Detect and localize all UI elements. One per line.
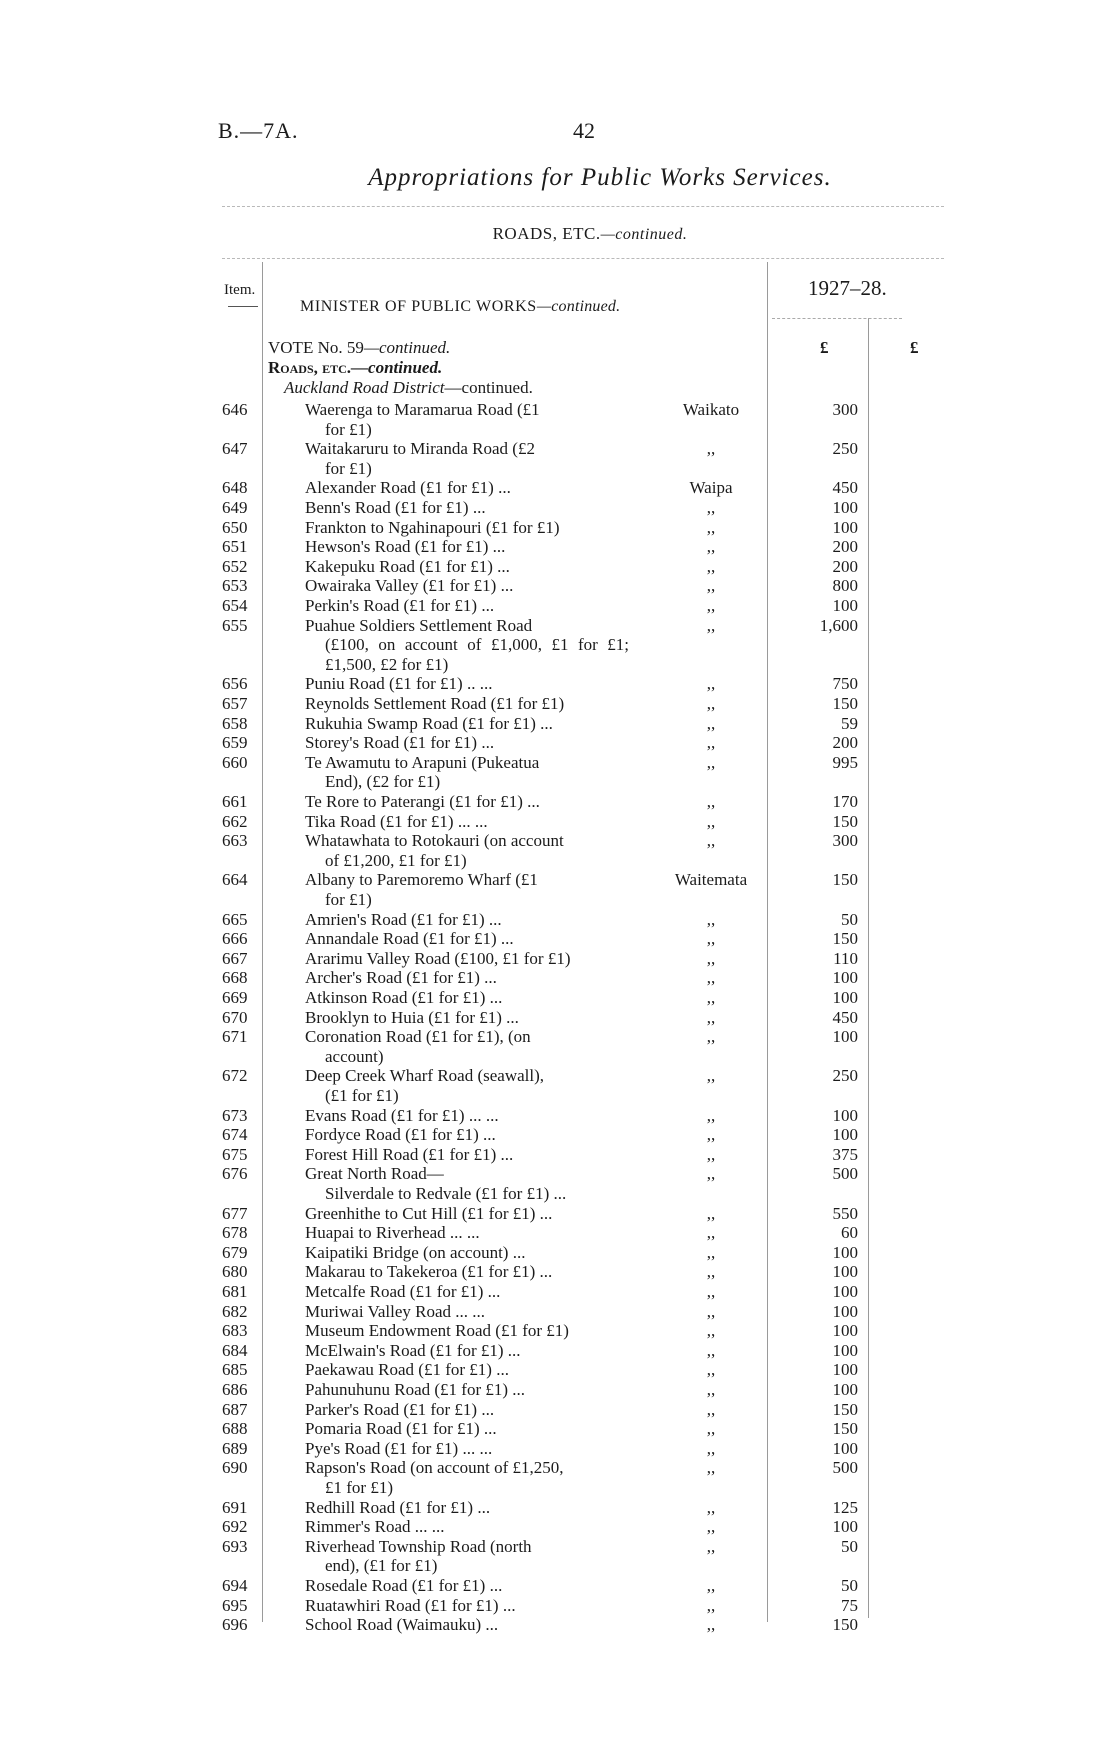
electoral-district: ,, — [706, 1380, 716, 1399]
electoral-district: Waikato — [682, 400, 740, 419]
item-description-text: Paekawau Road (£1 for £1) ... — [305, 1360, 509, 1380]
electoral-district: ,, — [706, 1458, 716, 1478]
item-description-text: Rukuhia Swamp Road (£1 for £1) ... — [305, 713, 553, 733]
item-description-text: Puahue Soldiers Settlement Road — [305, 615, 533, 635]
item-number: 688 — [222, 1419, 248, 1439]
item-description-text: Deep Creek Wharf Road (seawall), — [305, 1066, 544, 1086]
item-number: 656 — [222, 674, 248, 694]
item-description — [305, 1027, 629, 1066]
item-description-text: Waitakaruru to Miranda Road (£2 — [305, 439, 535, 459]
item-description-continuation: £1 for £1) — [325, 1477, 393, 1497]
amount: 200 — [832, 733, 858, 753]
item-description — [305, 1321, 629, 1341]
item-description — [305, 1596, 629, 1616]
amount: 150 — [832, 1615, 858, 1635]
amount: 100 — [832, 1517, 858, 1537]
item-description-text: Metcalfe Road (£1 for £1) ... — [305, 1282, 501, 1301]
minister-heading-continued: —continued. — [536, 298, 621, 315]
amount: 50 — [841, 1536, 858, 1556]
district-column-rule — [767, 262, 768, 1622]
item-description-text: Brooklyn to Huia (£1 for £1) ... — [305, 1007, 519, 1027]
item-description-text: Redhill Road (£1 for £1) ... — [305, 1497, 491, 1517]
section-title-text: ROADS, ETC. — [492, 224, 601, 243]
item-number: 665 — [222, 909, 248, 929]
electoral-district: ,, — [706, 1536, 716, 1556]
item-number: 696 — [222, 1615, 248, 1635]
item-description-text: Hewson's Road (£1 for £1) ... — [305, 537, 506, 557]
item-description-text: Kakepuku Road (£1 for £1) ... — [305, 556, 510, 576]
electoral-district: ,, — [706, 1125, 716, 1145]
item-description — [305, 1419, 629, 1439]
item-number: 650 — [222, 517, 248, 537]
amount: 150 — [832, 811, 858, 831]
item-description-text: Pahunuhunu Road (£1 for £1) ... — [305, 1380, 526, 1399]
amount: 125 — [832, 1497, 858, 1517]
item-description — [305, 557, 629, 577]
roads-subhead — [268, 358, 442, 378]
electoral-district: ,, — [706, 1595, 716, 1615]
item-description — [305, 1164, 629, 1203]
item-description — [305, 988, 629, 1008]
amount: 100 — [832, 1242, 858, 1262]
item-description — [305, 1204, 629, 1224]
amount: 500 — [832, 1164, 858, 1184]
item-number: 648 — [222, 478, 248, 498]
electoral-district: ,, — [706, 1517, 716, 1537]
electoral-district: ,, — [706, 1340, 716, 1360]
electoral-district: ,, — [706, 1223, 716, 1243]
item-description — [305, 1517, 629, 1537]
item-description — [305, 949, 629, 969]
amount: 450 — [832, 478, 858, 498]
item-number: 670 — [222, 1007, 248, 1027]
amount: 100 — [832, 596, 858, 615]
item-number: 661 — [222, 792, 248, 811]
item-description-text: Alexander Road (£1 for £1) ... — [305, 478, 511, 498]
item-description — [305, 733, 629, 753]
item-description — [305, 1537, 629, 1576]
item-number: 651 — [222, 537, 248, 557]
section-title-continued: —continued. — [600, 226, 688, 243]
item-description-text: Fordyce Road (£1 for £1) ... — [305, 1125, 496, 1145]
item-description — [305, 439, 629, 478]
item-description — [305, 968, 629, 988]
item-description — [305, 1615, 629, 1635]
item-description-continuation: for £1) — [325, 458, 372, 478]
item-description-text: Museum Endowment Road (£1 for £1) — [305, 1321, 569, 1341]
item-number: 674 — [222, 1125, 248, 1145]
amount: 100 — [832, 498, 858, 517]
item-description — [305, 910, 629, 930]
item-number: 671 — [222, 1027, 248, 1047]
item-number: 657 — [222, 694, 248, 713]
item-number: 677 — [222, 1203, 248, 1223]
electoral-district: ,, — [706, 498, 716, 517]
item-description-continuation: end), (£1 for £1) — [325, 1556, 438, 1576]
amount: 250 — [832, 439, 858, 459]
roads-label: Roads, etc. — [268, 358, 352, 377]
item-description — [305, 576, 629, 596]
electoral-district: ,, — [706, 988, 716, 1007]
amount: 1,600 — [819, 615, 858, 635]
vote-label: VOTE No. 59 — [268, 338, 364, 357]
amount: 100 — [832, 968, 858, 988]
item-number: 658 — [222, 713, 248, 733]
item-description — [305, 1066, 629, 1105]
item-description-text: Storey's Road (£1 for £1) ... — [305, 733, 495, 753]
amount: 250 — [832, 1066, 858, 1086]
item-number: 646 — [222, 400, 248, 419]
item-column-rule — [262, 262, 263, 1622]
amount: 100 — [832, 1262, 858, 1282]
item-description-text: McElwain's Road (£1 for £1) ... — [305, 1340, 521, 1360]
item-description — [305, 1360, 629, 1380]
vote-continued: —continued. — [363, 338, 451, 357]
item-number: 662 — [222, 811, 248, 831]
item-description — [305, 674, 629, 694]
amount: 150 — [832, 929, 858, 949]
electoral-district: ,, — [706, 674, 716, 694]
item-description — [305, 714, 629, 734]
item-description — [305, 400, 629, 439]
electoral-district: ,, — [706, 792, 716, 811]
amount: 100 — [832, 517, 858, 537]
amount: 150 — [832, 1419, 858, 1439]
amount: 170 — [832, 792, 858, 811]
item-number: 676 — [222, 1164, 248, 1184]
roads-continued: —continued. — [351, 358, 443, 377]
electoral-district: ,, — [706, 615, 716, 635]
electoral-district: ,, — [706, 948, 716, 968]
item-number: 667 — [222, 948, 248, 968]
item-number: 679 — [222, 1242, 248, 1262]
amount: 100 — [832, 1380, 858, 1399]
electoral-district: ,, — [706, 1242, 716, 1262]
amount: 500 — [832, 1458, 858, 1478]
electoral-district: ,, — [706, 752, 716, 772]
electoral-district: ,, — [706, 1576, 716, 1595]
electoral-district: ,, — [706, 1164, 716, 1184]
item-description — [305, 537, 629, 557]
amount: 50 — [841, 1576, 858, 1595]
electoral-district: ,, — [706, 1203, 716, 1223]
item-description-text: Archer's Road (£1 for £1) ... — [305, 968, 497, 988]
item-description-text: Rapson's Road (on account of £1,250, — [305, 1458, 564, 1478]
item-number: 672 — [222, 1066, 248, 1086]
electoral-district: ,, — [706, 1144, 716, 1164]
amount: 100 — [832, 1105, 858, 1125]
item-number: 692 — [222, 1517, 248, 1537]
electoral-district: ,, — [706, 929, 716, 949]
amount: 75 — [841, 1595, 858, 1615]
electoral-district: ,, — [706, 1105, 716, 1125]
item-description — [305, 616, 629, 675]
item-description-text: Parker's Road (£1 for £1) ... — [305, 1399, 495, 1419]
item-description-text: Kaipatiki Bridge (on account) ... — [305, 1242, 526, 1262]
amount: 100 — [832, 1340, 858, 1360]
item-description-text: Ararimu Valley Road (£100, £1 for £1) — [305, 948, 571, 968]
item-number: 669 — [222, 988, 248, 1007]
electoral-district: ,, — [706, 517, 716, 537]
electoral-district: ,, — [706, 733, 716, 753]
item-description-text: Te Rore to Paterangi (£1 for £1) ... — [305, 792, 540, 811]
amount: 375 — [832, 1144, 858, 1164]
item-description — [305, 1262, 629, 1282]
electoral-district: ,, — [706, 1360, 716, 1380]
amount: 100 — [832, 988, 858, 1007]
amount: 450 — [832, 1007, 858, 1027]
item-description-text: Ruatawhiri Road (£1 for £1) ... — [305, 1595, 516, 1615]
pound-header-b: £ — [910, 338, 919, 357]
amount: 150 — [832, 1399, 858, 1419]
item-header-dash — [228, 306, 258, 307]
electoral-district: ,, — [706, 1027, 716, 1047]
amount: 100 — [832, 1027, 858, 1047]
item-number: 655 — [222, 615, 248, 635]
item-description-text: Puniu Road (£1 for £1) .. ... — [305, 674, 493, 694]
item-description — [305, 596, 629, 616]
amount: 100 — [832, 1360, 858, 1380]
item-number: 689 — [222, 1438, 248, 1458]
item-description — [305, 1243, 629, 1263]
item-description-text: Te Awamutu to Arapuni (Pukeatua — [305, 752, 540, 772]
electoral-district: ,, — [706, 1007, 716, 1027]
item-number: 675 — [222, 1144, 248, 1164]
district-continued: —continued. — [444, 378, 533, 397]
electoral-district: ,, — [706, 537, 716, 557]
vote-subhead — [268, 338, 450, 358]
item-description-text: Makarau to Takekeroa (£1 for £1) ... — [305, 1262, 553, 1282]
item-description-continuation: account) — [325, 1046, 384, 1066]
item-description-text: Rosedale Road (£1 for £1) ... — [305, 1576, 503, 1595]
page-title: Appropriations for Public Works Services. — [368, 164, 832, 191]
electoral-district: ,, — [706, 909, 716, 929]
item-number: 659 — [222, 733, 248, 753]
electoral-district: ,, — [706, 1419, 716, 1439]
item-description — [305, 831, 629, 870]
item-description — [305, 498, 629, 518]
item-description-text: Coronation Road (£1 for £1), (on — [305, 1027, 531, 1047]
amount: 150 — [832, 694, 858, 713]
item-description — [305, 870, 629, 909]
item-description — [305, 753, 629, 792]
amount: 300 — [832, 400, 858, 419]
item-description-text: Annandale Road (£1 for £1) ... — [305, 929, 514, 949]
amount-column-rule — [868, 318, 869, 1618]
year-header-rule — [772, 318, 902, 319]
electoral-district: ,, — [706, 1066, 716, 1086]
item-number: 682 — [222, 1301, 248, 1321]
item-number: 663 — [222, 831, 248, 851]
amount: 800 — [832, 576, 858, 596]
item-number: 690 — [222, 1458, 248, 1478]
electoral-district: ,, — [706, 1321, 716, 1341]
item-number: 673 — [222, 1105, 248, 1125]
item-number: 686 — [222, 1380, 248, 1399]
item-number: 695 — [222, 1595, 248, 1615]
item-description — [305, 1125, 629, 1145]
item-description — [305, 1106, 629, 1126]
minister-heading-text: MINISTER OF PUBLIC WORKS — [300, 298, 537, 315]
item-description — [305, 1380, 629, 1400]
item-description-continuation: (£100, on account of £1,000, £1 for £1; £1,500, £2 for £1) — [325, 635, 629, 674]
item-number: 666 — [222, 929, 248, 949]
item-number: 668 — [222, 968, 248, 988]
electoral-district: ,, — [706, 576, 716, 596]
electoral-district: ,, — [706, 1399, 716, 1419]
item-description-text: Albany to Paremoremo Wharf (£1 — [305, 870, 538, 890]
amount: 200 — [832, 556, 858, 576]
item-number: 654 — [222, 596, 248, 615]
item-description-continuation: for £1) — [325, 889, 372, 909]
item-description-text: Muriwai Valley Road ... ... — [305, 1301, 486, 1321]
item-description — [305, 1458, 629, 1497]
item-number: 691 — [222, 1497, 248, 1517]
item-number: 660 — [222, 752, 248, 772]
document-reference: B.—7A. — [218, 118, 299, 143]
item-number: 652 — [222, 556, 248, 576]
amount: 750 — [832, 674, 858, 694]
electoral-district: ,, — [706, 1615, 716, 1635]
electoral-district: ,, — [706, 1282, 716, 1301]
item-number: 684 — [222, 1340, 248, 1360]
electoral-district: ,, — [706, 1438, 716, 1458]
item-description-text: Pye's Road (£1 for £1) ... ... — [305, 1438, 493, 1458]
electoral-district: Waipa — [689, 478, 733, 498]
item-description-text: School Road (Waimauku) ... — [305, 1615, 499, 1635]
item-description-text: Perkin's Road (£1 for £1) ... — [305, 596, 495, 615]
amount: 100 — [832, 1321, 858, 1341]
item-description — [305, 1223, 629, 1243]
item-number: 693 — [222, 1536, 248, 1556]
electoral-district: ,, — [706, 1262, 716, 1282]
item-description-text: Huapai to Riverhead ... ... — [305, 1223, 480, 1243]
year-column-header: 1927–28. — [808, 276, 887, 300]
electoral-district: ,, — [706, 596, 716, 615]
item-description-text: Amrien's Road (£1 for £1) ... — [305, 909, 502, 929]
amount: 995 — [832, 752, 858, 772]
electoral-district: ,, — [706, 831, 716, 851]
amount: 150 — [832, 870, 858, 890]
item-description — [305, 1341, 629, 1361]
item-description — [305, 1282, 629, 1302]
district-label: Auckland Road District — [284, 378, 445, 397]
electoral-district: ,, — [706, 968, 716, 988]
item-description — [305, 812, 629, 832]
item-description — [305, 1498, 629, 1518]
electoral-district: ,, — [706, 556, 716, 576]
electoral-district: ,, — [706, 439, 716, 459]
section-title — [200, 224, 980, 244]
electoral-district: ,, — [706, 1301, 716, 1321]
page-number: 42 — [573, 118, 595, 143]
item-description-text: Owairaka Valley (£1 for £1) ... — [305, 576, 514, 596]
item-description-text: Benn's Road (£1 for £1) ... — [305, 498, 486, 517]
item-description-text: Forest Hill Road (£1 for £1) ... — [305, 1144, 514, 1164]
header-rule — [222, 206, 944, 207]
item-number: 647 — [222, 439, 248, 459]
minister-heading — [300, 298, 620, 316]
electoral-district: ,, — [706, 694, 716, 713]
amount: 50 — [841, 909, 858, 929]
item-description-continuation: for £1) — [325, 419, 372, 439]
item-description — [305, 1400, 629, 1420]
item-description-text: Waerenga to Maramarua Road (£1 — [305, 400, 540, 419]
amount: 59 — [841, 713, 858, 733]
item-description — [305, 929, 629, 949]
item-number: 687 — [222, 1399, 248, 1419]
item-description-continuation: End), (£2 for £1) — [325, 772, 441, 792]
item-description — [305, 792, 629, 812]
item-description — [305, 1439, 629, 1459]
item-description-text: Greenhithe to Cut Hill (£1 for £1) ... — [305, 1203, 553, 1223]
item-description — [305, 1008, 629, 1028]
electoral-district: Waitemata — [674, 870, 748, 890]
item-column-header: Item. — [224, 282, 256, 298]
item-description-continuation: (£1 for £1) — [325, 1085, 399, 1105]
amount: 100 — [832, 1301, 858, 1321]
item-number: 678 — [222, 1223, 248, 1243]
amount: 100 — [832, 1438, 858, 1458]
item-number: 653 — [222, 576, 248, 596]
item-description-text: Pomaria Road (£1 for £1) ... — [305, 1419, 497, 1439]
item-description — [305, 1302, 629, 1322]
item-number: 694 — [222, 1576, 248, 1595]
item-number: 681 — [222, 1282, 248, 1301]
item-description-text: Reynolds Settlement Road (£1 for £1) — [305, 694, 565, 713]
item-description-text: Great North Road— — [305, 1164, 444, 1184]
amount: 60 — [841, 1223, 858, 1243]
item-description-continuation: of £1,200, £1 for £1) — [325, 850, 467, 870]
item-description — [305, 478, 629, 498]
electoral-district: ,, — [706, 713, 716, 733]
amount: 110 — [833, 948, 858, 968]
electoral-district: ,, — [706, 811, 716, 831]
item-description-text: Tika Road (£1 for £1) ... ... — [305, 811, 488, 831]
amount: 100 — [832, 1125, 858, 1145]
amount: 300 — [832, 831, 858, 851]
item-number: 683 — [222, 1321, 248, 1341]
item-description-text: Evans Road (£1 for £1) ... ... — [305, 1105, 499, 1125]
item-number: 664 — [222, 870, 248, 890]
district-subhead — [284, 378, 533, 398]
item-description-text: Frankton to Ngahinapouri (£1 for £1) — [305, 517, 560, 537]
amount: 550 — [832, 1203, 858, 1223]
item-description — [305, 1576, 629, 1596]
amount: 200 — [832, 537, 858, 557]
item-number: 685 — [222, 1360, 248, 1380]
item-description-continuation: Silverdale to Redvale (£1 for £1) ... — [325, 1183, 567, 1203]
item-description-text: Atkinson Road (£1 for £1) ... — [305, 988, 503, 1007]
amount: 100 — [832, 1282, 858, 1301]
table-top-rule — [222, 258, 944, 259]
item-description-text: Rimmer's Road ... ... — [305, 1517, 445, 1537]
item-number: 649 — [222, 498, 248, 517]
pound-header-a: £ — [820, 338, 829, 357]
item-description-text: Riverhead Township Road (north — [305, 1536, 532, 1556]
item-description — [305, 1145, 629, 1165]
item-number: 680 — [222, 1262, 248, 1282]
item-description-text: Whatawhata to Rotokauri (on account — [305, 831, 564, 851]
item-description — [305, 694, 629, 714]
electoral-district: ,, — [706, 1497, 716, 1517]
item-description — [305, 518, 629, 538]
